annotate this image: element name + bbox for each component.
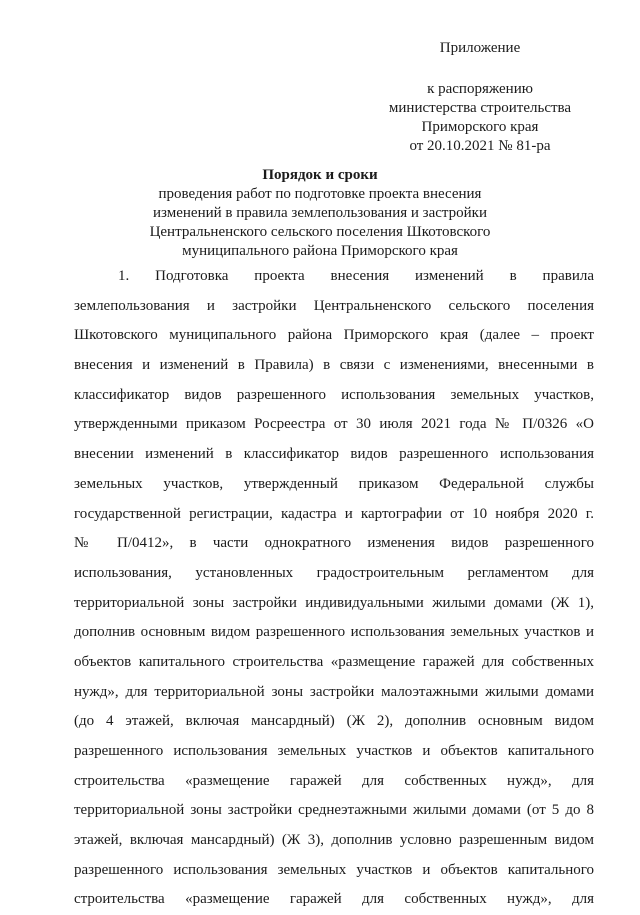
paragraph-line: использования, установленных градостроительным регламентом для [74, 564, 594, 581]
paragraph-line: нужд», для территориальной зоны застройки малоэтажными жилыми домами [74, 683, 594, 700]
paragraph-line: территориальной зоны застройки среднеэтажными жилыми домами (от 5 до 8 [74, 802, 594, 819]
paragraph-line: земельных участков, утвержденный приказом Федеральной службы [74, 475, 594, 492]
order-reference-line: министерства строительства [388, 100, 572, 116]
title-line: изменений в правила землепользования и застройки [153, 205, 487, 221]
paragraph-line: строительства «размещение гаражей для собственных нужд», для [74, 772, 594, 789]
paragraph-line: государственной регистрации, кадастра и картографии от 10 ноября 2020 г. [74, 505, 594, 522]
title-line: проведения работ по подготовке проекта внесения [158, 186, 482, 202]
paragraph-line: Шкотовского муниципального района Приморского края (далее – проект [74, 327, 594, 344]
paragraph-line: внесения и изменений в Правила) в связи с изменениями, внесенными в [74, 357, 594, 374]
title-line: Центральненского сельского поселения Шкотовского [149, 224, 491, 240]
appendix-label: Приложение [439, 40, 521, 56]
paragraph-line: разрешенного использования земельных участков и объектов капитального [74, 743, 594, 759]
paragraph-line: территориальной зоны застройки индивидуальными жилыми домами (Ж 1), [74, 594, 594, 611]
paragraph-1 [74, 262, 594, 915]
paragraph-line: утвержденными приказом Росреестра от 30 июля 2021 года № П/0326 «О [74, 416, 594, 433]
order-reference-date: от 20.10.2021 № 81-ра [409, 138, 551, 154]
order-reference [360, 80, 600, 156]
paragraph-line: разрешенного использования земельных участков и объектов капитального [74, 861, 594, 878]
paragraph-line: внесении изменений в классификатор видов разрешенного использования [74, 446, 594, 463]
paragraph-line: этажей, включая мансардный) (Ж 3), дополнив условно разрешенным видом [74, 832, 594, 849]
paragraph-line: строительства «размещение гаражей для собственных нужд», для [74, 891, 594, 908]
order-reference-line: к распоряжению [427, 81, 533, 97]
paragraph-line: классификатор видов разрешенного использования земельных участков, [74, 386, 594, 403]
paragraph-line: дополнив основным видом разрешенного использования земельных участков и [74, 624, 594, 641]
paragraph-line: 1. Подготовка проекта внесения изменений в правила [118, 268, 594, 284]
order-reference-line: Приморского края [421, 119, 539, 135]
paragraph-line: землепользования и застройки Центральненского сельского поселения [74, 297, 594, 314]
title-line: муниципального района Приморского края [182, 243, 458, 259]
document-heading: Порядок и сроки [262, 167, 378, 183]
document-title [60, 166, 580, 261]
paragraph-line: № П/0412», в части однократного изменения видов разрешенного [74, 535, 594, 552]
paragraph-line: (до 4 этажей, включая мансардный) (Ж 2), дополнив основным видом [74, 713, 594, 730]
paragraph-line: объектов капитального строительства «размещение гаражей для собственных [74, 653, 594, 670]
